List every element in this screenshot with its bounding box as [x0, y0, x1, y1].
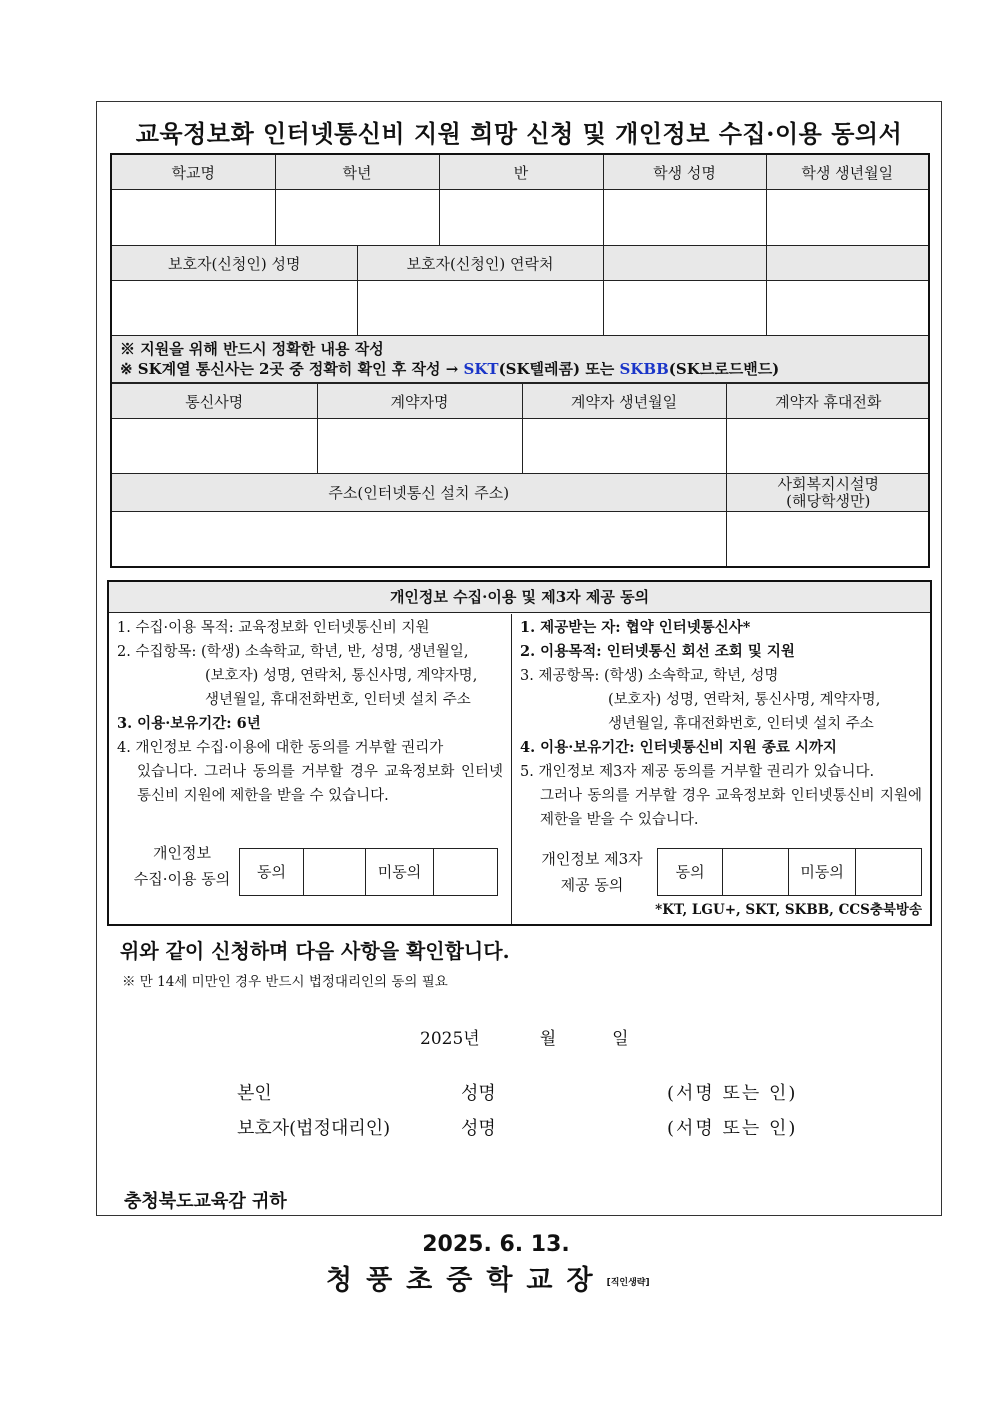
- skt-label: SKT: [463, 360, 499, 378]
- applicant-table: [110, 153, 930, 568]
- header-school: 학교명: [111, 154, 275, 190]
- note-line-1: ※ 지원을 위해 반드시 정확한 내용 작성: [120, 340, 384, 358]
- collect-items-guardian: (보호자) 성명, 연락처, 통신사명, 계약자명,: [205, 668, 478, 684]
- provide-period: 4. 이용·보유기간: 인터넷통신비 지원 종료 시까지: [520, 739, 837, 756]
- collect-disagree-label: 미동의: [366, 849, 434, 896]
- note-line-2: ※ SK계열 통신사는 2곳 중 정확히 확인 후 작성 → SKT(SK텔레콤) 또는 SKBB(SK브로드밴드): [120, 360, 780, 378]
- date-month: 월: [539, 1029, 557, 1049]
- header-carrier: 통신사명: [112, 384, 317, 419]
- welfare-field[interactable]: [726, 512, 930, 566]
- collect-consent-table: [239, 848, 498, 896]
- blank-field-2: [766, 281, 929, 336]
- address-field[interactable]: [112, 512, 726, 566]
- seal-note: [직인생략]: [606, 1278, 650, 1288]
- header-welfare: 사회복지시설명 (해당학생만): [726, 474, 930, 512]
- collect-disagree-box[interactable]: [434, 849, 498, 896]
- provide-agree-label: 동의: [658, 849, 723, 896]
- legal-guardian-note: ※ 만 14세 미만인 경우 반드시 법정대리인의 동의 필요: [122, 974, 448, 990]
- header-contractor-phone: 계약자 휴대전화: [726, 384, 930, 419]
- principal-name: 청풍초중학교장: [326, 1265, 607, 1296]
- guardian-contact-field[interactable]: [357, 281, 603, 336]
- blank-field-1: [603, 281, 766, 336]
- collect-items: 2. 수집항목: (학생) 소속학교, 학년, 반, 성명, 생년월일,: [117, 644, 469, 660]
- student-birth-field[interactable]: [766, 190, 929, 246]
- header-class: 반: [439, 154, 603, 190]
- student-name-field[interactable]: [603, 190, 766, 246]
- consent-collection: [109, 614, 512, 924]
- consent-third-party: [512, 614, 930, 924]
- provide-recipient: 1. 제공받는 자: 협약 인터넷통신사*: [520, 619, 751, 636]
- provide-consent-table: [657, 848, 922, 896]
- collect-items-more: 생년월일, 휴대전화번호, 인터넷 설치 주소: [205, 692, 471, 708]
- addressee: 충청북도교육감 귀하: [124, 1191, 287, 1212]
- provide-refusal: 5. 개인정보 제3자 제공 동의를 거부할 권리가 있습니다.: [520, 764, 875, 780]
- class-field[interactable]: [439, 190, 603, 246]
- contractor-field[interactable]: [317, 419, 522, 474]
- instruction-notes: [111, 336, 929, 383]
- carrier-field[interactable]: [112, 419, 317, 474]
- header-student-name: 학생 성명: [603, 154, 766, 190]
- collect-agree-box[interactable]: [304, 849, 366, 896]
- carrier-table: [112, 383, 930, 566]
- header-contractor-birth: 계약자 생년월일: [522, 384, 726, 419]
- header-blank-2: [766, 246, 929, 281]
- header-grade: 학년: [275, 154, 439, 190]
- provide-disagree-label: 미동의: [789, 849, 855, 896]
- header-address: 주소(인터넷통신 설치 주소): [112, 474, 726, 512]
- contractor-phone-field[interactable]: [726, 419, 930, 474]
- provide-items: 3. 제공항목: (학생) 소속학교, 학년, 성명: [520, 668, 779, 684]
- principal-signature: [326, 1258, 650, 1297]
- consent-title: 개인정보 수집·이용 및 제3자 제공 동의: [109, 582, 930, 613]
- collect-refusal: 4. 개인정보 수집·이용에 대한 동의를 거부할 권리가: [117, 740, 444, 756]
- carrier-footnote: *KT, LGU+, SKT, SKBB, CCS충북방송: [655, 902, 922, 918]
- header-guardian-name: 보호자(신청인) 성명: [111, 246, 357, 281]
- collect-consent-label: 개인정보 수집·이용 동의: [133, 844, 231, 888]
- header-blank-1: [603, 246, 766, 281]
- school-field[interactable]: [111, 190, 275, 246]
- header-guardian-contact: 보호자(신청인) 연락처: [357, 246, 603, 281]
- header-student-birth: 학생 생년월일: [766, 154, 929, 190]
- provide-consent-label: 개인정보 제3자 제공 동의: [541, 850, 643, 894]
- provide-refusal-detail: 그러나 동의를 거부할 경우 교육정보화 인터넷통신비 지원에 제한을 받을 수 있습니다.: [540, 788, 922, 828]
- provide-items-guardian: (보호자) 성명, 연락처, 통신사명, 계약자명,: [608, 692, 881, 708]
- provide-purpose: 2. 이용목적: 인터넷통신 회선 조회 및 지원: [520, 643, 795, 660]
- collect-refusal-detail: 있습니다. 그러나 동의를 거부할 경우 교육정보화 인터넷통신비 지원에 제한을 받을 수 있습니다.: [137, 764, 503, 804]
- form-title: 교육정보화 인터넷통신비 지원 희망 신청 및 개인정보 수집·이용 동의서: [135, 119, 903, 148]
- date-day: 일: [612, 1029, 629, 1049]
- provide-disagree-box[interactable]: [855, 849, 921, 896]
- collect-purpose: 1. 수집·이용 목적: 교육정보화 인터넷통신비 지원: [117, 620, 430, 636]
- confirm-statement: 위와 같이 신청하며 다음 사항을 확인합니다.: [120, 939, 510, 963]
- provide-items-more: 생년월일, 휴대전화번호, 인터넷 설치 주소: [608, 716, 874, 732]
- skbb-label: SKBB: [619, 360, 669, 378]
- contractor-birth-field[interactable]: [522, 419, 726, 474]
- provide-agree-box[interactable]: [723, 849, 789, 896]
- grade-field[interactable]: [275, 190, 439, 246]
- header-contractor: 계약자명: [317, 384, 522, 419]
- collect-agree-label: 동의: [240, 849, 304, 896]
- signature-date: [420, 1024, 629, 1049]
- guardian-name-field[interactable]: [111, 281, 357, 336]
- consent-box: [107, 580, 932, 926]
- issue-date: 2025. 6. 13.: [422, 1232, 570, 1257]
- date-year: 2025년: [420, 1029, 480, 1049]
- collect-period: 3. 이용·보유기간: 6년: [117, 715, 261, 732]
